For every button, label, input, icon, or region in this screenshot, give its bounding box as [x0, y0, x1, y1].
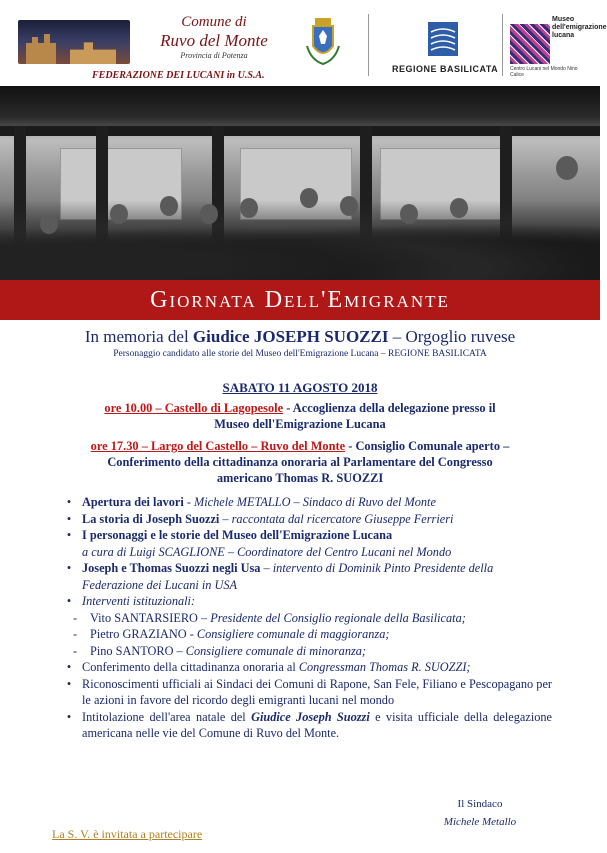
item-text: a cura di Luigi SCAGLIONE – Coordinatore del Centro Lucani nel Mondo	[82, 544, 452, 559]
item-bold: Joseph e Thomas Suozzi negli Usa	[82, 561, 261, 575]
comune-name	[134, 14, 294, 60]
slot1-line	[0, 400, 600, 416]
regione-basilicata-icon	[428, 22, 458, 56]
item-text: Conferimento della cittadinanza onoraria al	[82, 660, 299, 674]
emigrants-photo	[0, 86, 600, 280]
page-title: Giornata Dell'Emigrante	[150, 287, 450, 313]
list-item: • Joseph e Thomas Suozzi negli Usa – intervento di Dominik Pinto Presidente della Federazione dei Lucani in USA	[66, 561, 494, 592]
item-text: Intitolazione dell'area natale del	[82, 709, 252, 724]
federazione-label: FEDERAZIONE DEI LUCANI in U.S.A.	[92, 70, 265, 81]
item-bold: La storia di Joseph Suozzi	[82, 511, 220, 526]
signature-block	[420, 795, 540, 831]
event-date: SABATO 11 AGOSTO 2018	[222, 380, 378, 395]
speaker-name: Pino SANTORO	[90, 643, 174, 658]
item-text-bold: Giudice Joseph Suozzi	[251, 709, 370, 724]
item-text: Riconoscimenti ufficiali ai Sindaci dei Comuni di Rapone, San Fele, Filiano e Pescopagano per le azioni in favore del ricordo degli emigranti lucani nel mondo	[82, 676, 552, 707]
header	[0, 0, 607, 86]
program-list	[62, 494, 552, 742]
regione-label: REGIONE BASILICATA	[392, 64, 499, 74]
slot2-time: ore 17.30 – Largo del Castello – Ruvo del Monte	[90, 439, 346, 453]
list-item: • I personaggi e le storie del Museo dell'Emigrazione Lucana a cura di Luigi SCAGLIONE – Coordinatore del Centro Lucani nel Mondo	[66, 528, 452, 559]
item-bold: Apertura dei lavori	[82, 495, 184, 509]
speaker-name: Pietro GRAZIANO	[90, 627, 187, 641]
header-divider	[368, 14, 369, 76]
speaker-role: - Consigliere comunale di maggioranza;	[186, 627, 390, 641]
title-banner	[0, 280, 600, 320]
list-subitem: - Vito SANTARSIERO – Presidente del Consiglio regionale della Basilicata;	[72, 610, 466, 625]
museo-line2: dell'emigrazione	[552, 24, 607, 31]
speaker-name: Vito SANTARSIERO	[90, 610, 198, 625]
museo-title	[552, 16, 607, 40]
museo-line1: Museo	[552, 16, 575, 23]
memoria-line	[0, 327, 600, 347]
sindaco-title: Il Sindaco	[457, 798, 503, 810]
item-text-italic: Congressman Thomas R. SUOZZI;	[298, 660, 471, 674]
memoria-suffix: – Orgoglio ruvese	[388, 327, 516, 346]
memoria-prefix: In memoria del	[84, 327, 193, 346]
slot2-line	[0, 438, 600, 454]
list-subitem: - Pino SANTORO – Consigliere comunale di minoranza;	[72, 643, 367, 658]
header-divider	[502, 14, 503, 76]
speaker-role: – Consigliere comunale di minoranza;	[173, 643, 367, 658]
invito-line: La S. V. è invitata a partecipare	[52, 827, 203, 841]
item-bold: I personaggi e le storie del Museo dell'Emigrazione Lucana	[82, 528, 393, 542]
slot1-line2: Museo dell'Emigrazione Lucana	[214, 417, 386, 431]
museo-logo-icon	[510, 24, 550, 64]
slot2-line2: Conferimento della cittadinanza onoraria al Parlamentare del Congresso	[107, 455, 493, 469]
memoria-name: Giudice JOSEPH SUOZZI	[192, 327, 389, 346]
item-text: - Michele METALLO – Sindaco di Ruvo del Monte	[183, 495, 436, 509]
list-item: • Riconoscimenti ufficiali ai Sindaci dei Comuni di Rapone, San Fele, Filiano e Pescopagano per le azioni in favore del ricordo degli emigranti lucani nel mondo	[66, 676, 552, 707]
slot1-text-a: - Accoglienza della delegazione presso il	[283, 401, 496, 415]
slot1-time: ore 10.00 – Castello di Lagopesole	[104, 401, 284, 415]
item-text: – raccontata dal ricercatore Giuseppe Ferrieri	[219, 511, 454, 526]
museo-line3: lucana	[552, 32, 575, 39]
coat-of-arms-icon	[305, 16, 341, 66]
slot2-line3: americano Thomas R. SUOZZI	[216, 471, 384, 485]
list-subitem: - Pietro GRAZIANO - Consigliere comunale di maggioranza;	[72, 627, 390, 641]
item-text: Interventi istituzionali:	[82, 594, 196, 608]
personaggio-line: Personaggio candidato alle storie del Museo dell'Emigrazione Lucana – REGIONE BASILICATA	[113, 349, 487, 359]
comune-line3: Provincia di Potenza	[180, 51, 248, 60]
list-item: • Interventi istituzionali:	[66, 594, 196, 608]
item-text: e visita ufficiale della delegazione americana nelle vie del Comune di Ruvo del Monte.	[82, 709, 552, 740]
item-text: – intervento di Dominik Pinto Presidente della Federazione dei Lucani in USA	[82, 561, 494, 592]
list-item: • Intitolazione dell'area natale del Giudice Joseph Suozzi e visita ufficiale della delegazione americana nelle vie del Comune di Ruvo del Monte.	[66, 709, 552, 740]
comune-line2: Ruvo del Monte	[160, 31, 268, 50]
comune-line1: Comune di	[181, 14, 247, 30]
museo-subtitle: Centro Lucani nel Mondo Nino Calice	[510, 66, 578, 78]
list-item: • La storia di Joseph Suozzi – raccontata dal ricercatore Giuseppe Ferrieri	[66, 511, 454, 526]
sindaco-name: Michele Metallo	[443, 816, 517, 828]
slot2-text-a: - Consiglio Comunale aperto –	[345, 439, 510, 453]
speaker-role: – Presidente del Consiglio regionale della Basilicata;	[197, 610, 466, 625]
comune-photo	[18, 20, 130, 64]
list-item: • Conferimento della cittadinanza onoraria al Congressman Thomas R. SUOZZI;	[66, 660, 471, 674]
list-item: • Apertura dei lavori - Michele METALLO – Sindaco di Ruvo del Monte	[66, 495, 436, 509]
